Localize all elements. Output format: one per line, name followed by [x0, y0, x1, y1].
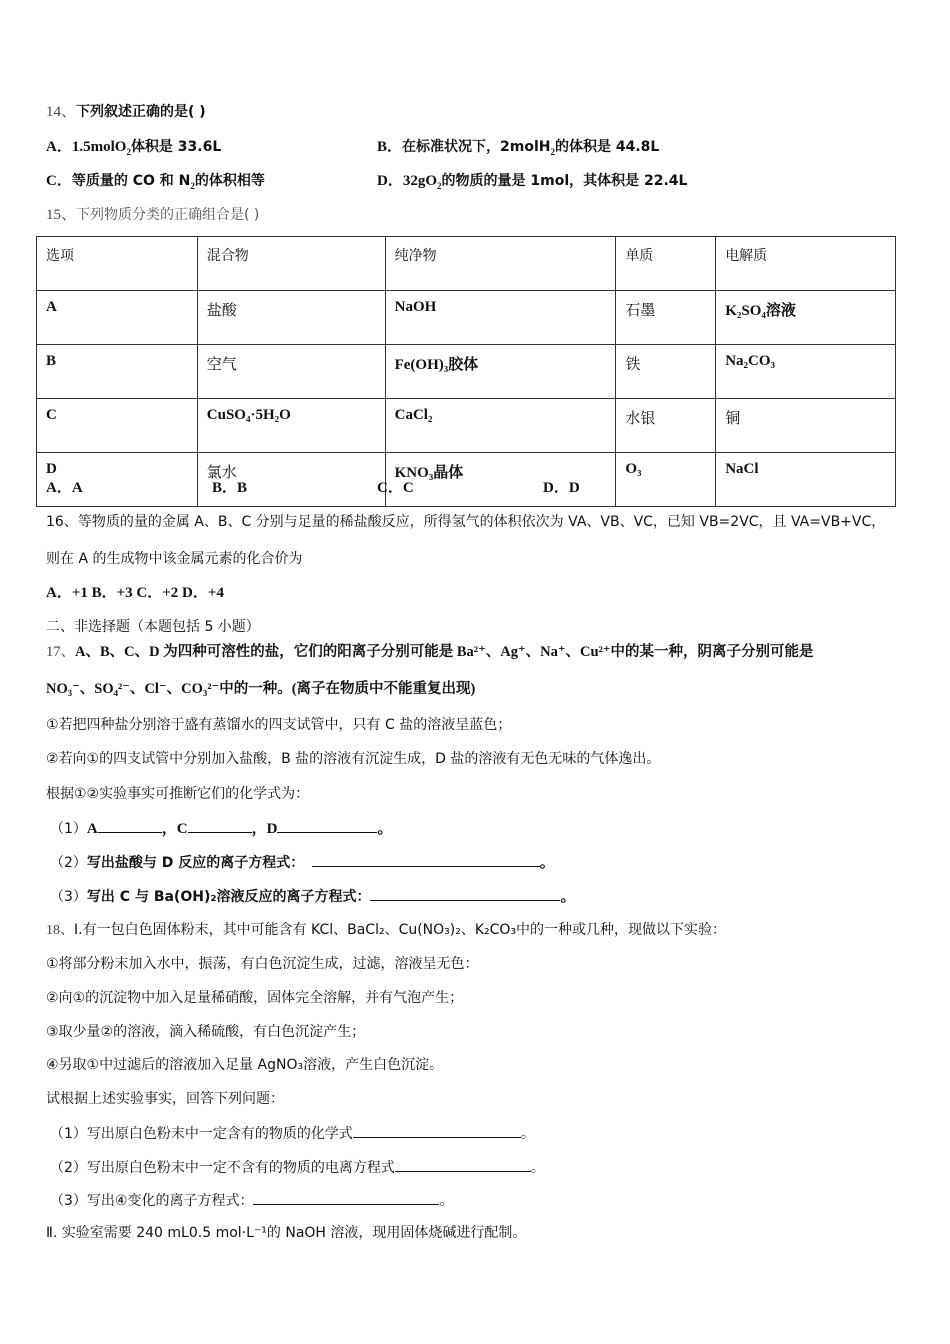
q16-stem-line1	[46, 512, 885, 532]
answer-blank-ionic-eq[interactable]	[253, 1190, 439, 1205]
answer-blank-d[interactable]	[277, 818, 377, 833]
cell: 铜	[716, 399, 896, 453]
q14-stem	[46, 102, 206, 122]
header-mixture: 混合物	[197, 237, 385, 291]
cell: NaCl	[716, 453, 896, 507]
q14-option-a: A．1.5molO$_2$体积是 33.6L	[46, 139, 222, 157]
q18-sub3: （3）写出④变化的离子方程式： 。	[50, 1190, 453, 1211]
q15-option-c: C．C	[377, 480, 414, 496]
q16-options: A．+1 B．+3 C．+2 D．+4	[46, 585, 224, 601]
cell: KNO₃晶体	[385, 453, 616, 507]
q18-sub2: （2）写出原白色粉末中一定不含有的物质的电离方程式 。	[50, 1157, 545, 1178]
q18-intro	[46, 920, 726, 941]
q17-sub1: （1）A ，C ，D 。	[50, 818, 392, 839]
cell: 铁	[616, 345, 716, 399]
q14-stem-text: 下列叙述正确的是( )	[76, 104, 206, 120]
q17-infer: 根据①②实验事实可推断它们的化学式为：	[46, 786, 310, 802]
cell: 氯水	[197, 453, 385, 507]
q18-step-1: ①将部分粉末加入水中，振荡，有白色沉淀生成，过滤，溶液呈无色：	[46, 956, 479, 972]
table-row	[37, 291, 896, 345]
q16-stem-line2: 则在 A 的生成物中该金属元素的化合价为	[46, 551, 303, 567]
q15-option-b: B．B	[212, 480, 248, 496]
q17-fact2: ②若向①的四支试管中分别加入盐酸，B 盐的溶液有沉淀生成，D 盐的溶液有无色无味的气体逸出。	[46, 751, 661, 767]
table-row	[37, 399, 896, 453]
table-row	[37, 453, 896, 507]
cell: Fe(OH)₃胶体	[385, 345, 616, 399]
q18-intro-text: Ⅰ.有一包白色固体粉末，其中可能含有 KCl、BaCl₂、Cu(NO₃)₂、K₂CO₃中的一种或几种，现做以下实验：	[74, 922, 727, 938]
q18-number: 18、	[46, 923, 74, 938]
header-element: 单质	[616, 237, 716, 291]
classification-table	[36, 236, 896, 507]
q14-option-d: D．$32gO_2$的物质的量是 1mol，其体积是 22.4L	[377, 173, 688, 191]
q15-option-d: D．D	[543, 480, 580, 496]
answer-blank-a[interactable]	[98, 818, 162, 833]
q15-number: 15、	[46, 207, 77, 223]
cell: O₃	[616, 453, 716, 507]
cell: 空气	[197, 345, 385, 399]
table-header-row	[37, 237, 896, 291]
header-electrolyte: 电解质	[716, 237, 896, 291]
q17-line1	[46, 642, 814, 662]
cell: 盐酸	[197, 291, 385, 345]
q17-line1-text: A、B、C、D 为四种可溶性的盐，它们的阳离子分别可能是 Ba²⁺、Ag⁺、Na⁺、Cu²⁺中的某一种，阴离子分别可能是	[75, 644, 814, 660]
q17-sub3: （3）写出 C 与 Ba(OH)₂溶液反应的离子方程式： 。	[50, 886, 576, 907]
q17-number: 17、	[46, 644, 75, 660]
q15-stem	[46, 205, 259, 225]
cell: B	[37, 345, 198, 399]
q18-step-2: ②向①的沉淀物中加入足量稀硝酸，固体完全溶解，并有气泡产生；	[46, 990, 464, 1006]
q17-line2: NO₃⁻、SO₄²⁻、Cl⁻、CO₃²⁻中的一种。(离子在物质中不能重复出现)	[46, 681, 476, 697]
answer-blank-equation-d[interactable]	[312, 852, 540, 867]
cell: NaOH	[385, 291, 616, 345]
q16-stem-text: 等物质的量的金属 A、B、C 分别与足量的稀盐酸反应，所得氢气的体积依次为 VA、VB、VC，已知 VB=2VC，且 VA=VB+VC，	[77, 514, 886, 530]
cell: CaCl₂	[385, 399, 616, 453]
cell: 水银	[616, 399, 716, 453]
answer-blank-c[interactable]	[188, 818, 252, 833]
q15-option-a: A．A	[46, 480, 83, 496]
q18-step-4: ④另取①中过滤后的溶液加入足量 AgNO₃溶液，产生白色沉淀。	[46, 1057, 444, 1073]
q15-stem-text: 下列物质分类的正确组合是( )	[76, 207, 260, 223]
cell: K₂SO₄溶液	[716, 291, 896, 345]
cell: CuSO₄·5H₂O	[197, 399, 385, 453]
cell: Na₂CO₃	[716, 345, 896, 399]
header-pure: 纯净物	[385, 237, 616, 291]
cell: 石墨	[616, 291, 716, 345]
q14-option-b: B．在标准状况下，2molH$_2$的体积是 44.8L	[377, 139, 660, 157]
answer-blank-equation-c[interactable]	[370, 886, 560, 901]
cell: D	[37, 453, 198, 507]
q17-sub2: （2）写出盐酸与 D 反应的离子方程式： 。	[50, 852, 555, 873]
q14-number: 14、	[46, 104, 77, 120]
cell: A	[37, 291, 198, 345]
q18-sub1: （1）写出原白色粉末中一定含有的物质的化学式 。	[50, 1123, 535, 1144]
cell: C	[37, 399, 198, 453]
q18-ask: 试根据上述实验事实，回答下列问题：	[46, 1091, 284, 1107]
table-row	[37, 345, 896, 399]
q18-step-3: ③取少量②的溶液，滴入稀硫酸，有白色沉淀产生；	[46, 1024, 366, 1040]
q17-fact1: ①若把四种盐分别溶于盛有蒸馏水的四支试管中，只有 C 盐的溶液呈蓝色；	[46, 717, 512, 733]
section-title: 二、非选择题（本题包括 5 小题）	[46, 619, 260, 635]
q18-part2: Ⅱ. 实验室需要 240 mL0.5 mol·L⁻¹的 NaOH 溶液，现用固体烧碱进行配制。	[46, 1225, 527, 1241]
answer-blank-contains[interactable]	[353, 1123, 521, 1138]
header-option: 选项	[37, 237, 198, 291]
q14-option-c: C．等质量的 CO 和 $N_2$的体积相等	[46, 173, 265, 191]
q16-number: 16、	[46, 514, 78, 530]
answer-blank-ionization[interactable]	[395, 1157, 531, 1172]
